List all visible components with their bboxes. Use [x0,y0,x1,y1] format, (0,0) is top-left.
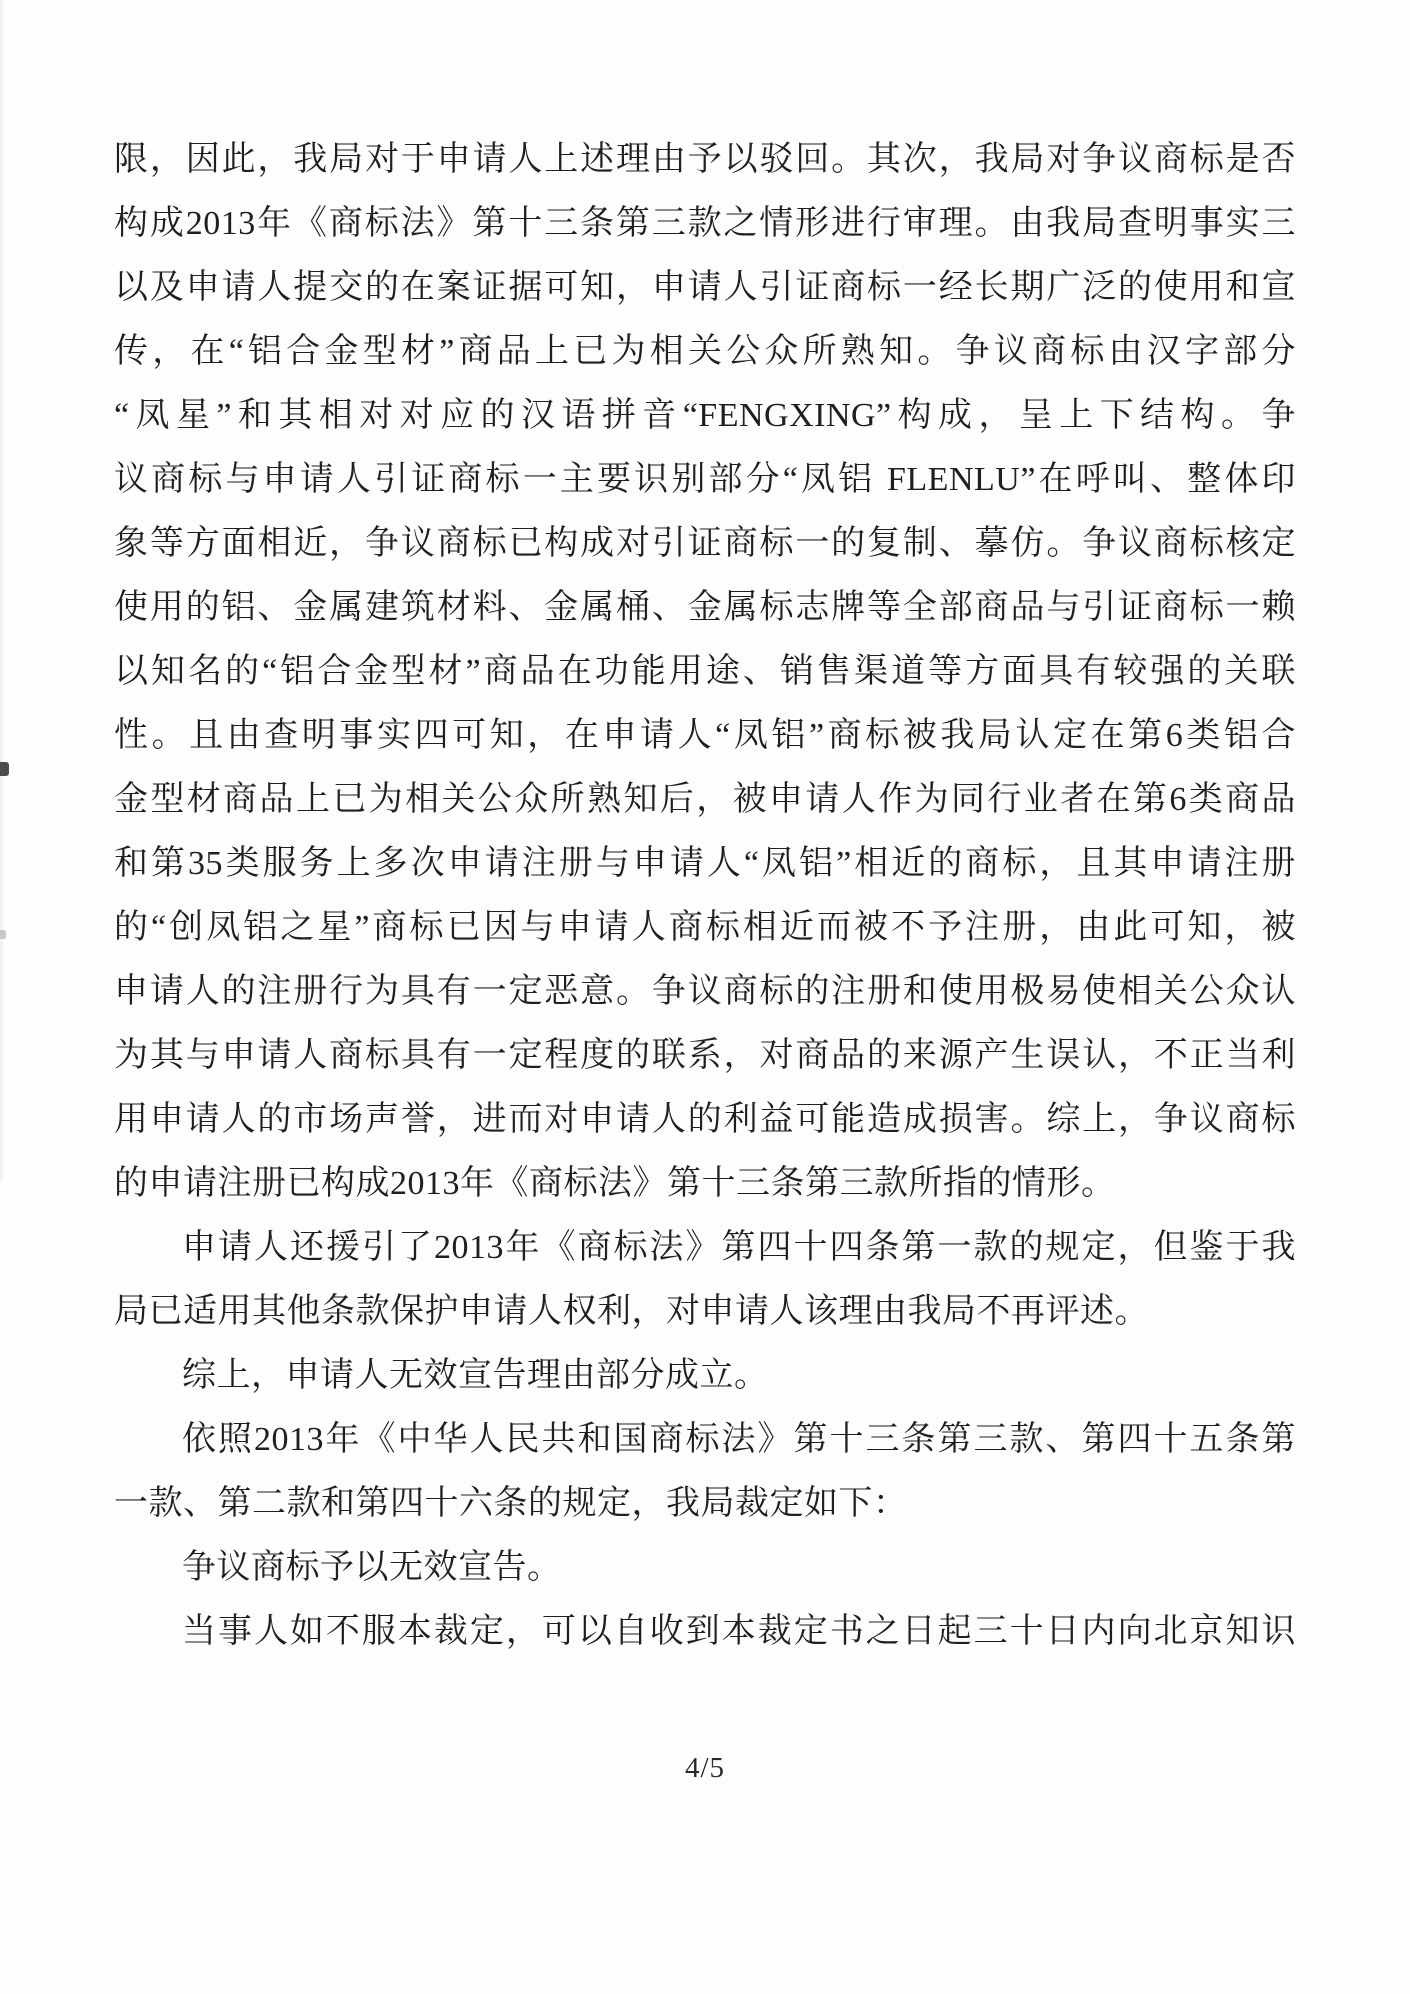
page-number: 4/5 [684,1752,726,1784]
text-line: 金型材商品上已为相关公众所熟知后，被申请人作为同行业者在第6类商品 [114,781,1296,818]
text-line: 局已适用其他条款保护申请人权利，对申请人该理由我局不再评述。 [114,1293,1149,1330]
text-line: “凤星”和其相对对应的汉语拼音“FENGXING”构成，呈上下结构。争 [114,397,1296,434]
scan-artifact-line [0,0,3,1180]
scan-artifact-speck [0,762,9,776]
text-line: 一款、第二款和第四十六条的规定，我局裁定如下： [114,1485,908,1522]
text-line: 限，因此，我局对于申请人上述理由予以驳回。其次，我局对争议商标是否 [114,141,1296,178]
text-line: 争议商标予以无效宣告。 [182,1549,562,1586]
text-line: 申请人的注册行为具有一定恶意。争议商标的注册和使用极易使相关公众认 [114,973,1296,1010]
text-line: 综上，申请人无效宣告理由部分成立。 [182,1357,769,1394]
scan-artifact-speck [0,930,6,939]
text-line: 以及申请人提交的在案证据可知，申请人引证商标一经长期广泛的使用和宣 [114,269,1296,306]
text-line: 用申请人的市场声誉，进而对申请人的利益可能造成损害。综上，争议商标 [114,1101,1296,1138]
text-line: 象等方面相近，争议商标已构成对引证商标一的复制、摹仿。争议商标核定 [114,525,1296,562]
document-body [114,128,1296,1664]
text-line: 为其与申请人商标具有一定程度的联系，对商品的来源产生误认，不正当利 [114,1037,1296,1074]
text-line: 以知名的“铝合金型材”商品在功能用途、销售渠道等方面具有较强的关联 [114,653,1296,690]
text-line: 的“创凤铝之星”商标已因与申请人商标相近而被不予注册，由此可知，被 [114,909,1296,946]
text-line: 传，在“铝合金型材”商品上已为相关公众所熟知。争议商标由汉字部分 [114,333,1296,370]
text-line: 使用的铝、金属建筑材料、金属桶、金属标志牌等全部商品与引证商标一赖 [114,589,1296,626]
text-line: 和第35类服务上多次申请注册与申请人“凤铝”相近的商标，且其申请注册 [114,845,1296,882]
text-line: 构成2013年《商标法》第十三条第三款之情形进行审理。由我局查明事实三 [114,205,1296,242]
text-line: 申请人还援引了2013年《商标法》第四十四条第一款的规定，但鉴于我 [182,1229,1296,1266]
text-line: 依照2013年《中华人民共和国商标法》第十三条第三款、第四十五条第 [182,1421,1296,1458]
text-line: 的申请注册已构成2013年《商标法》第十三条第三款所指的情形。 [114,1165,1116,1202]
text-line: 当事人如不服本裁定，可以自收到本裁定书之日起三十日内向北京知识 [182,1613,1296,1650]
text-line: 议商标与申请人引证商标一主要识别部分“凤铝 FLENLU”在呼叫、整体印 [114,461,1296,498]
text-line: 性。且由查明事实四可知，在申请人“凤铝”商标被我局认定在第6类铝合 [114,717,1296,754]
